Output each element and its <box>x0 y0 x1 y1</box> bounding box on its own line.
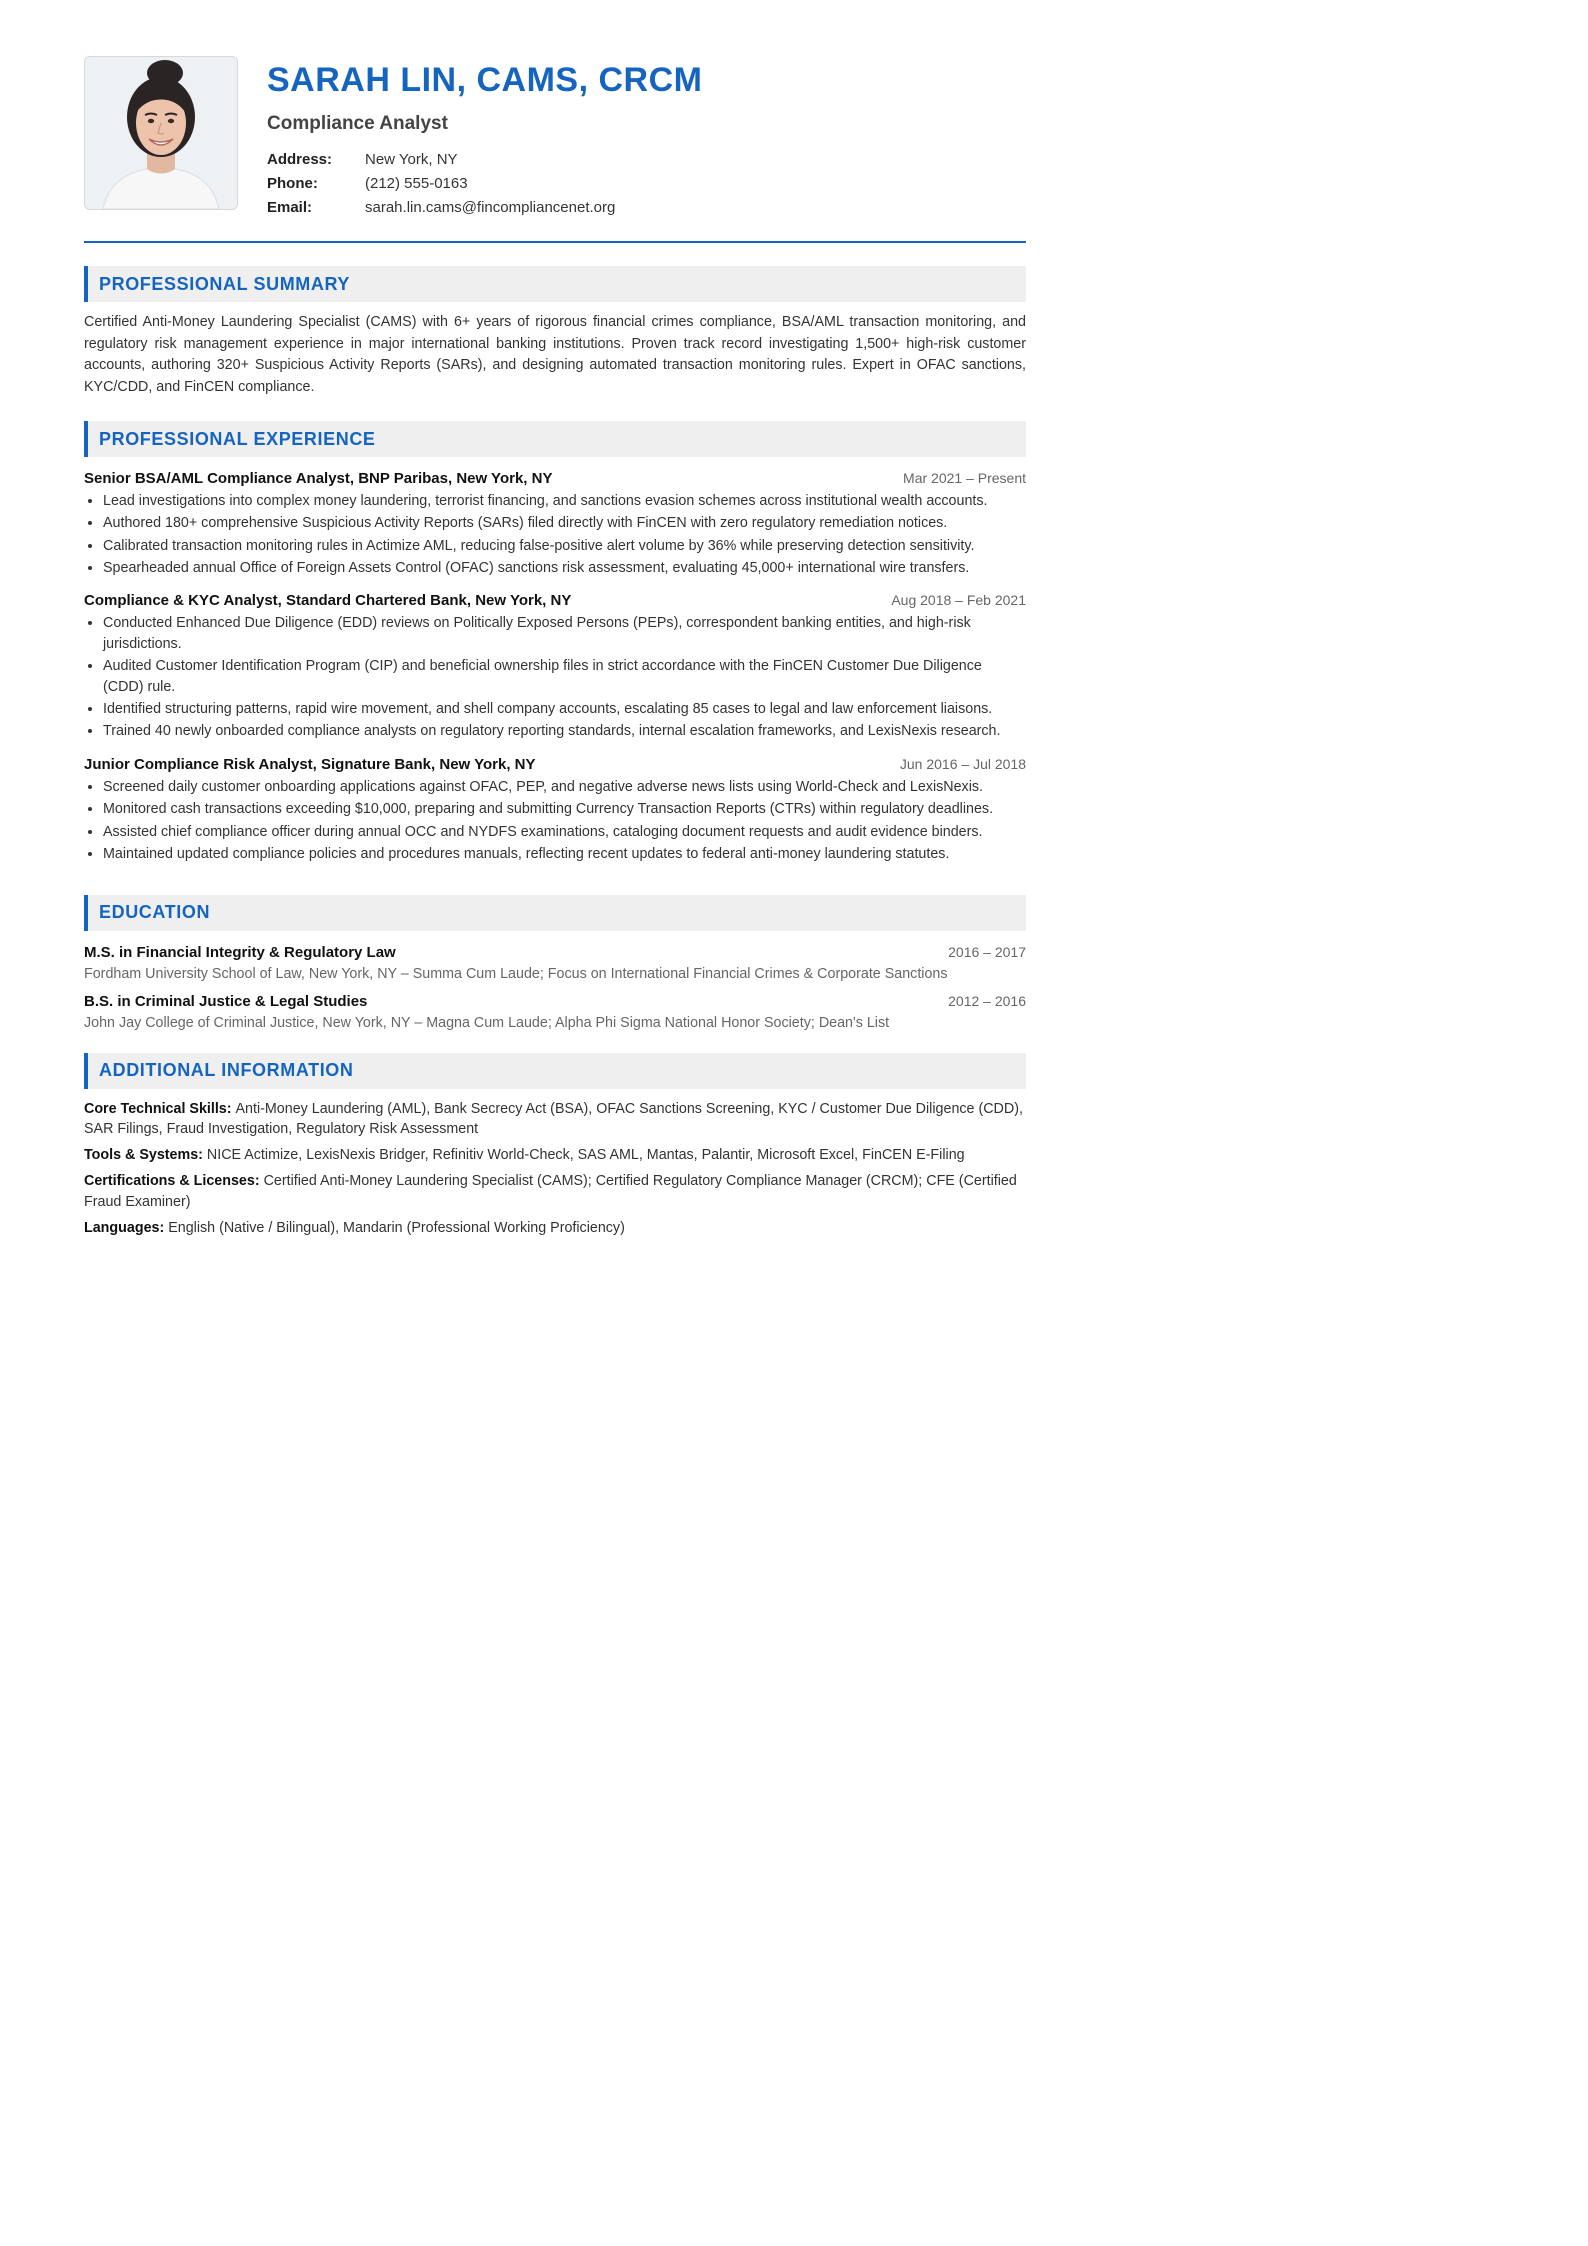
contact-label: Address: <box>267 151 333 168</box>
job-bullet: • Assisted chief compliance officer during annual OCC and NYDFS examinations, cataloging document requests and audit evidence binders. <box>103 822 1026 843</box>
job-bullet: • Audited Customer Identification Program (CIP) and beneficial ownership files in strict accordance with the FinCEN Customer Due Diligence (CDD) rule. <box>103 656 1026 697</box>
resume-page <box>84 56 1026 1244</box>
education-header <box>84 941 1026 964</box>
section-heading-education <box>84 895 1026 931</box>
contact-email <box>267 196 702 220</box>
education-entry <box>84 941 1026 984</box>
job-bullets <box>84 613 1026 742</box>
contact-value: (212) 555-0163 <box>365 175 468 192</box>
job-bullet: • Spearheaded annual Office of Foreign Assets Control (OFAC) sanctions risk assessment, evaluating 45,000+ international wire transfers. <box>103 558 1026 579</box>
header-divider <box>84 241 1026 243</box>
info-value: English (Native / Bilingual), Mandarin (Professional Working Proficiency) <box>168 1219 625 1236</box>
education-dates: 2012 – 2016 <box>948 992 1026 1009</box>
section-heading-text: PROFESSIONAL SUMMARY <box>99 273 351 294</box>
info-label: Tools & Systems: <box>84 1147 207 1164</box>
info-value: Anti-Money Laundering (AML), Bank Secrecy Act (BSA), OFAC Sanctions Screening, KYC / Customer Due Diligence (CDD), SAR Filings, Fraud Investigation, Regulatory Risk Assessment <box>84 1100 1023 1138</box>
additional-info <box>84 1099 1026 1239</box>
section-heading-text: PROFESSIONAL EXPERIENCE <box>99 428 376 449</box>
education-header <box>84 990 1026 1013</box>
job-dates: Aug 2018 – Feb 2021 <box>891 592 1026 609</box>
job-dates: Jun 2016 – Jul 2018 <box>899 756 1026 773</box>
contact-label: Email: <box>267 199 313 216</box>
job-role: Senior BSA/AML Compliance Analyst, BNP Paribas, New York, NY <box>84 470 553 487</box>
job-bullet: • Calibrated transaction monitoring rules in Actimize AML, reducing false-positive alert volume by 36% while preserving detection sensitivity. <box>103 536 1026 557</box>
education-degree: M.S. in Financial Integrity & Regulatory Law <box>84 943 396 961</box>
job-bullet: • Screened daily customer onboarding applications against OFAC, PEP, and negative adverse news lists using World-Check and LexisNexis. <box>103 777 1026 798</box>
resume-header <box>84 56 1026 220</box>
job-bullet: • Trained 40 newly onboarded compliance analysts on regulatory reporting standards, internal escalation frameworks, and LexisNexis research. <box>103 721 1026 742</box>
education-entry <box>84 990 1026 1033</box>
contact-block <box>267 148 702 220</box>
job-bullet: • Conducted Enhanced Due Diligence (EDD) reviews on Politically Exposed Persons (PEPs), correspondent banking entities, and high-risk jurisdictions. <box>103 613 1026 654</box>
job-bullets <box>84 491 1026 578</box>
section-heading-text: ADDITIONAL INFORMATION <box>99 1060 354 1080</box>
job-dates: Mar 2021 – Present <box>903 470 1026 486</box>
job-bullet: • Identified structuring patterns, rapid wire movement, and shell company accounts, escalating 85 cases to legal and law enforcement liaisons. <box>103 699 1026 720</box>
job-entry <box>84 753 1026 864</box>
education-detail: John Jay College of Criminal Justice, New York, NY – Magna Cum Laude; Alpha Phi Sigma National Honor Society; Dean's List <box>84 1014 890 1031</box>
education-dates: 2016 – 2017 <box>948 943 1026 960</box>
info-value: NICE Actimize, LexisNexis Bridger, Refinitiv World-Check, SAS AML, Mantas, Palantir, Microsoft Excel, FinCEN E-Filing <box>206 1147 965 1164</box>
candidate-name: SARAH LIN, CAMS, CRCM <box>267 61 703 99</box>
job-role: Junior Compliance Risk Analyst, Signature Bank, New York, NY <box>84 756 536 774</box>
info-row-tools <box>84 1145 1026 1166</box>
experience-list <box>84 467 1026 865</box>
job-bullet: • Lead investigations into complex money laundering, terrorist financing, and sanctions evasion schemes across institutional wealth accounts. <box>103 491 1026 512</box>
job-entry <box>84 589 1026 742</box>
info-label: Languages: <box>84 1219 169 1236</box>
section-heading-text: EDUCATION <box>99 902 211 922</box>
profile-photo <box>84 56 238 210</box>
info-row-languages <box>84 1218 1026 1239</box>
section-heading-experience <box>84 421 1026 457</box>
info-label: Certifications & Licenses: <box>84 1173 264 1190</box>
summary-text: Certified Anti-Money Laundering Specialist (CAMS) with 6+ years of rigorous financial crimes compliance, BSA/AML transaction monitoring, and regulatory risk management experience in major international banking institutions. Proven track record investigating 1,500+ high-risk customer accounts, authoring 320+ Suspicious Activity Reports (SARs), and designing automated transaction monitoring rules. Expert in OFAC sanctions, KYC/CDD, and FinCEN compliance. <box>84 314 1026 395</box>
job-bullet: • Monitored cash transactions exceeding $10,000, preparing and submitting Currency Transaction Reports (CTRs) within regulatory deadlines. <box>103 799 1026 820</box>
contact-value: sarah.lin.cams@fincompliancenet.org <box>365 199 616 216</box>
contact-address <box>267 148 702 172</box>
job-header <box>84 467 1026 490</box>
education-detail: Fordham University School of Law, New York, NY – Summa Cum Laude; Focus on International Financial Crimes & Corporate Sanctions <box>84 965 948 982</box>
candidate-title: Compliance Analyst <box>267 113 448 134</box>
section-heading-summary <box>84 266 1026 302</box>
header-text <box>267 56 702 220</box>
info-row-skills <box>84 1099 1026 1140</box>
job-header <box>84 589 1026 612</box>
job-role: Compliance & KYC Analyst, Standard Chartered Bank, New York, NY <box>84 592 572 610</box>
contact-label: Phone: <box>267 175 318 192</box>
job-bullet: • Authored 180+ comprehensive Suspicious Activity Reports (SARs) filed directly with FinCEN with zero regulatory remediation notices. <box>103 513 1026 534</box>
contact-value: New York, NY <box>365 151 458 168</box>
job-entry <box>84 467 1026 578</box>
info-value: Certified Anti-Money Laundering Specialist (CAMS); Certified Regulatory Compliance Manager (CRCM); CFE (Certified Fraud Examiner) <box>84 1173 1017 1210</box>
info-label: Core Technical Skills: <box>84 1100 236 1117</box>
info-row-certifications <box>84 1171 1026 1212</box>
section-heading-additional <box>84 1053 1026 1089</box>
education-degree: B.S. in Criminal Justice & Legal Studies <box>84 992 368 1010</box>
job-header <box>84 753 1026 776</box>
portrait-image <box>85 57 237 209</box>
contact-phone <box>267 172 702 196</box>
job-bullet: • Maintained updated compliance policies and procedures manuals, reflecting recent updates to federal anti-money laundering statutes. <box>103 844 1026 865</box>
job-bullets <box>84 777 1026 864</box>
